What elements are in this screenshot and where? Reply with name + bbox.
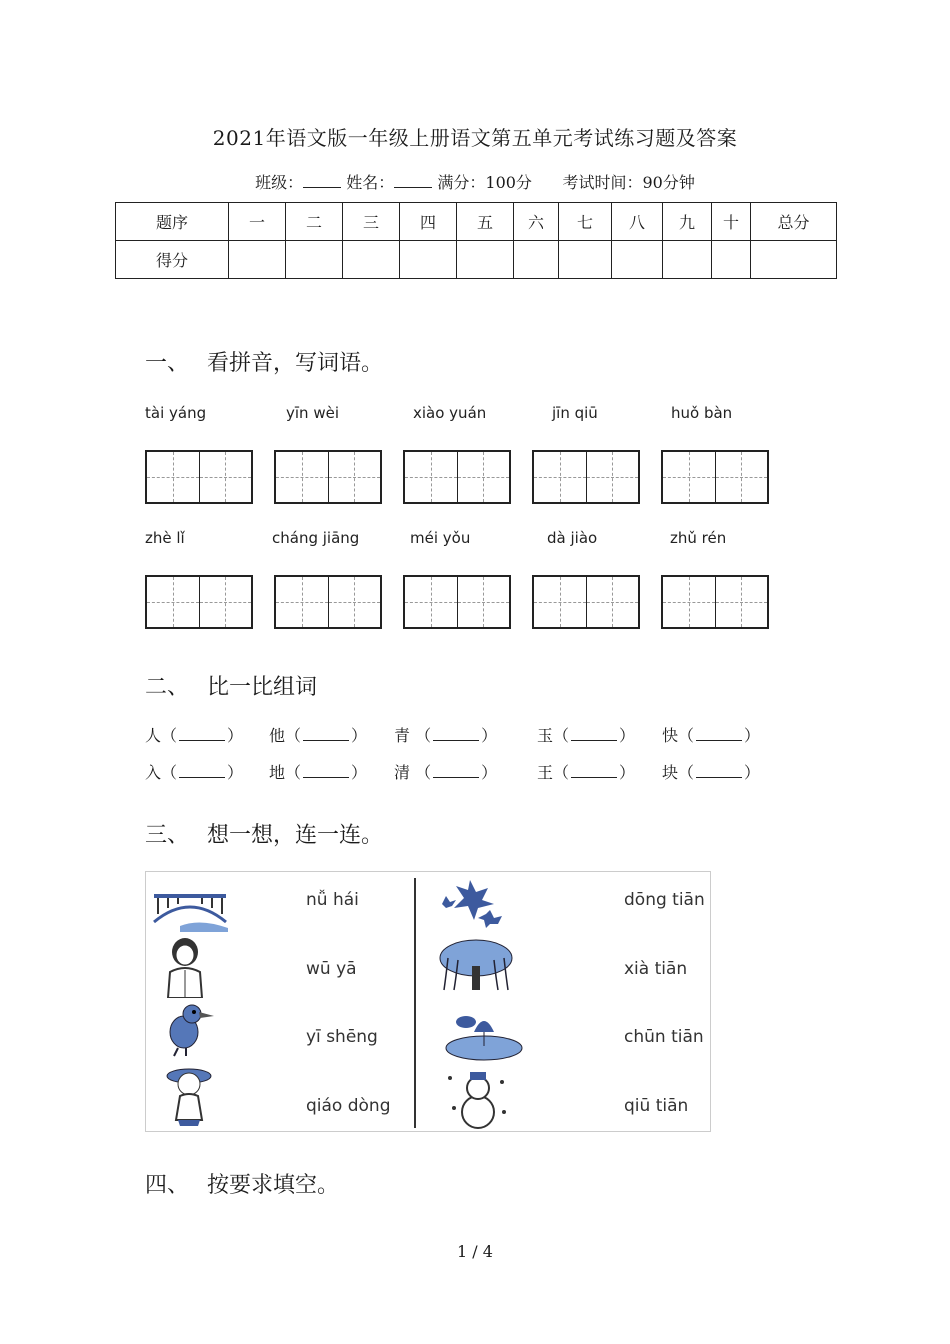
score-cell[interactable] <box>663 241 712 279</box>
pinyin-option[interactable]: qiū tiān <box>624 1096 689 1116</box>
pinyin-label: xiào yuán <box>413 404 487 422</box>
compare-char: 清 <box>394 763 411 782</box>
full-score: 满分：100分 <box>437 173 532 192</box>
answer-blank[interactable] <box>303 763 349 778</box>
score-header-cell: 十 <box>712 203 751 241</box>
paren-open: （ <box>285 726 302 745</box>
score-cell[interactable] <box>286 241 343 279</box>
compare-item <box>269 723 367 746</box>
score-header-cell: 八 <box>612 203 663 241</box>
answer-blank[interactable] <box>433 726 479 741</box>
paren-close: ） <box>744 763 761 782</box>
writing-grid[interactable] <box>403 450 511 504</box>
score-header-cell: 题序 <box>116 203 229 241</box>
pinyin-label: zhǔ rén <box>670 529 727 547</box>
compare-char: 青 <box>394 726 411 745</box>
paren-close: ） <box>481 763 498 782</box>
paren-open: （ <box>415 763 432 782</box>
score-cell[interactable] <box>457 241 514 279</box>
page-number: 1 / 4 <box>457 1242 493 1261</box>
paren-open: （ <box>678 763 695 782</box>
section-3-heading <box>145 818 383 849</box>
answer-blank[interactable] <box>179 726 225 741</box>
compare-char: 块 <box>662 763 679 782</box>
name-blank[interactable] <box>394 173 432 188</box>
score-header-cell: 一 <box>229 203 286 241</box>
paren-close: ） <box>351 763 368 782</box>
score-table-row <box>116 241 837 279</box>
compare-char: 他 <box>269 726 286 745</box>
compare-item <box>145 760 243 783</box>
score-cell[interactable] <box>712 241 751 279</box>
divider-line <box>414 878 416 1128</box>
pinyin-label: jīn qiū <box>552 404 598 422</box>
paren-close: ） <box>227 763 244 782</box>
paren-open: （ <box>161 726 178 745</box>
writing-grid[interactable] <box>661 450 769 504</box>
paren-open: （ <box>553 763 570 782</box>
answer-blank[interactable] <box>179 763 225 778</box>
compare-char: 地 <box>269 763 286 782</box>
crow-icon[interactable] <box>164 1000 216 1058</box>
score-cell[interactable] <box>514 241 559 279</box>
compare-char: 快 <box>662 726 679 745</box>
section-title: 按要求填空。 <box>207 1173 340 1198</box>
answer-blank[interactable] <box>696 763 742 778</box>
answer-blank[interactable] <box>433 763 479 778</box>
score-table-header-row <box>116 203 837 241</box>
snowman-icon[interactable] <box>442 1068 512 1130</box>
paren-close: ） <box>481 726 498 745</box>
compare-item <box>537 723 635 746</box>
writing-grid[interactable] <box>145 450 253 504</box>
name-label: 姓名： <box>346 173 395 192</box>
score-header-cell: 九 <box>663 203 712 241</box>
paren-open: （ <box>285 763 302 782</box>
pinyin-label: dà jiào <box>547 529 598 547</box>
score-header-cell: 七 <box>559 203 612 241</box>
section-title: 比一比组词 <box>207 675 318 700</box>
compare-item <box>394 760 497 783</box>
compare-item <box>394 723 497 746</box>
pinyin-option[interactable]: chūn tiān <box>624 1027 704 1047</box>
section-title: 想一想，连一连。 <box>207 823 384 848</box>
score-header-cell: 总分 <box>751 203 837 241</box>
answer-blank[interactable] <box>571 726 617 741</box>
girl-icon[interactable] <box>162 1062 216 1126</box>
score-header-cell: 五 <box>457 203 514 241</box>
section-number: 三、 <box>145 823 190 848</box>
pinyin-label: cháng jiāng <box>272 529 360 547</box>
paren-open: （ <box>415 726 432 745</box>
compare-item <box>537 760 635 783</box>
matching-panel <box>145 871 711 1132</box>
score-cell[interactable] <box>229 241 286 279</box>
page-title: 2021年语文版一年级上册语文第五单元考试练习题及答案 <box>212 126 738 150</box>
pinyin-option[interactable]: qiáo dòng <box>306 1096 391 1116</box>
section-4-heading <box>145 1168 339 1199</box>
paren-close: ） <box>227 726 244 745</box>
answer-blank[interactable] <box>571 763 617 778</box>
writing-grid[interactable] <box>274 575 382 629</box>
paren-close: ） <box>351 726 368 745</box>
answer-blank[interactable] <box>696 726 742 741</box>
pinyin-label: méi yǒu <box>410 529 471 547</box>
compare-item <box>662 723 760 746</box>
exam-time: 考试时间：90分钟 <box>562 173 695 192</box>
answer-blank[interactable] <box>303 726 349 741</box>
bridge-icon[interactable] <box>150 884 230 932</box>
paren-close: ） <box>619 726 636 745</box>
compare-item <box>269 760 367 783</box>
section-title: 看拼音，写词语。 <box>207 351 384 376</box>
score-header-cell: 四 <box>400 203 457 241</box>
score-cell[interactable] <box>343 241 400 279</box>
pinyin-option[interactable]: xià tiān <box>624 959 688 979</box>
pinyin-label: huǒ bàn <box>671 404 733 422</box>
class-label: 班级： <box>255 173 304 192</box>
score-cell[interactable] <box>751 241 837 279</box>
section-number: 四、 <box>145 1173 190 1198</box>
score-row-label: 得分 <box>116 241 229 279</box>
compare-item <box>145 723 243 746</box>
writing-grid[interactable] <box>532 450 640 504</box>
compare-char: 入 <box>145 763 162 782</box>
pinyin-label: tài yáng <box>145 404 207 422</box>
pinyin-label: yīn wèi <box>286 404 339 422</box>
pinyin-option[interactable]: wū yā <box>306 959 357 979</box>
compare-char: 人 <box>145 726 162 745</box>
compare-char: 王 <box>537 763 554 782</box>
class-blank[interactable] <box>303 173 341 188</box>
score-cell[interactable] <box>559 241 612 279</box>
writing-grid[interactable] <box>661 575 769 629</box>
pinyin-option[interactable]: dōng tiān <box>624 890 705 910</box>
pinyin-label: zhè lǐ <box>145 529 185 547</box>
writing-grid[interactable] <box>532 575 640 629</box>
pinyin-option[interactable]: yī shēng <box>306 1027 378 1047</box>
compare-item <box>662 760 760 783</box>
exam-info <box>0 170 950 193</box>
writing-grid[interactable] <box>274 450 382 504</box>
writing-grid[interactable] <box>403 575 511 629</box>
paren-close: ） <box>619 763 636 782</box>
score-table <box>115 202 837 279</box>
paren-open: （ <box>161 763 178 782</box>
pinyin-option[interactable]: nǚ hái <box>306 890 359 910</box>
score-header-cell: 三 <box>343 203 400 241</box>
paren-open: （ <box>678 726 695 745</box>
score-header-cell: 六 <box>514 203 559 241</box>
paren-close: ） <box>744 726 761 745</box>
score-header-cell: 二 <box>286 203 343 241</box>
paren-open: （ <box>553 726 570 745</box>
section-number: 一、 <box>145 351 190 376</box>
score-cell[interactable] <box>612 241 663 279</box>
section-1-heading <box>145 346 383 377</box>
maple-leaves-icon[interactable] <box>440 876 510 928</box>
writing-grid[interactable] <box>145 575 253 629</box>
section-number: 二、 <box>145 675 190 700</box>
score-cell[interactable] <box>400 241 457 279</box>
doctor-icon[interactable] <box>160 936 210 998</box>
compare-char: 玉 <box>537 726 554 745</box>
willow-tree-icon[interactable] <box>434 936 518 992</box>
lotus-pond-icon[interactable] <box>444 1004 524 1062</box>
section-2-heading <box>145 670 317 701</box>
